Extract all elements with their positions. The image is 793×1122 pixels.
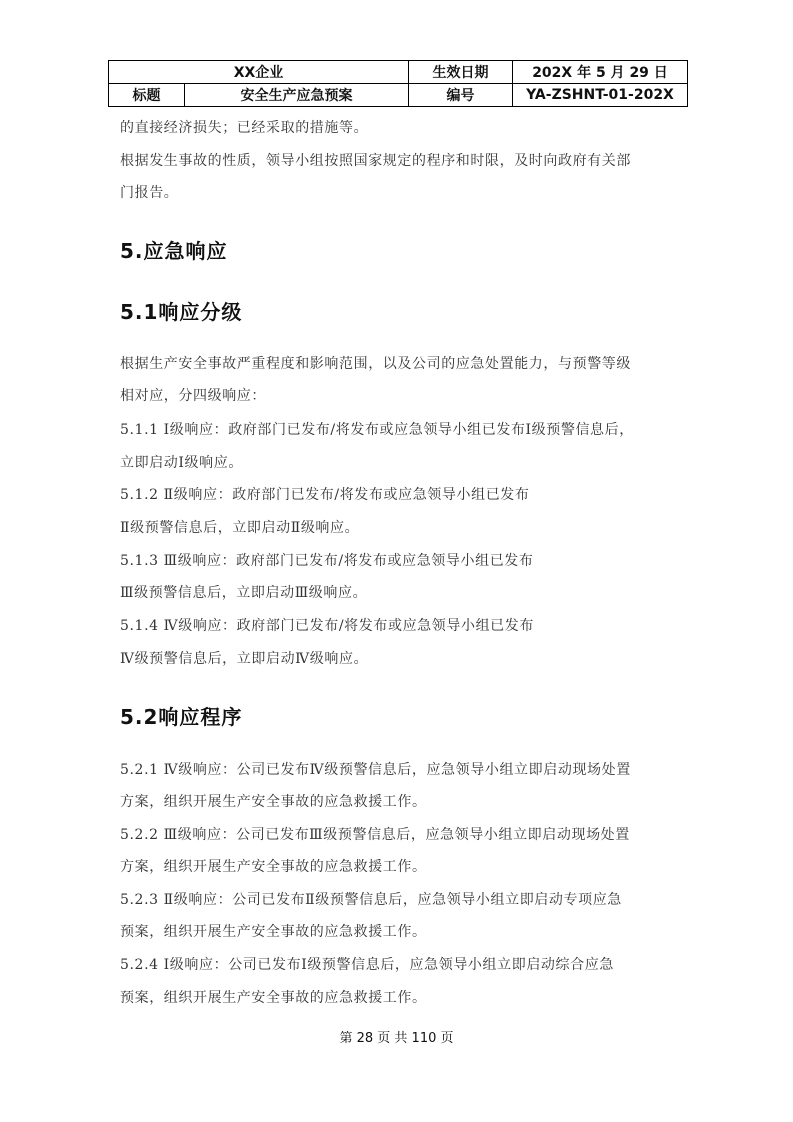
paragraph-line: 5.2.4 Ⅰ级响应：公司已发布Ⅰ级预警信息后，应急领导小组立即启动综合应急 xyxy=(120,957,614,973)
paragraph-line: 5.2.1 Ⅳ级响应：公司已发布Ⅳ级预警信息后，应急领导小组立即启动现场处置 xyxy=(120,762,631,778)
paragraph-line: Ⅱ级预警信息后，立即启动Ⅱ级响应。 xyxy=(120,520,360,536)
paragraph-line: 5.1.2 Ⅱ级响应：政府部门已发布/将发布或应急领导小组已发布 xyxy=(120,487,530,503)
paragraph-line: 预案，组织开展生产安全事故的应急救援工作。 xyxy=(120,924,427,940)
section-5-2-heading: 5.2响应程序 xyxy=(120,705,243,729)
number-label: 编号 xyxy=(409,84,513,107)
paragraph-line: 方案，组织开展生产安全事故的应急救援工作。 xyxy=(120,859,427,875)
paragraph-line: 的直接经济损失；已经采取的措施等。 xyxy=(120,120,369,136)
section-5-heading: 5.应急响应 xyxy=(120,239,228,263)
paragraph-line: 5.1.1 Ⅰ级响应：政府部门已发布/将发布或应急领导小组已发布Ⅰ级预警信息后， xyxy=(120,422,634,438)
company-name: XX企业 xyxy=(109,61,409,84)
paragraph-line: Ⅲ级预警信息后，立即启动Ⅲ级响应。 xyxy=(120,585,368,601)
effective-date-label: 生效日期 xyxy=(409,61,513,84)
header-row-2 xyxy=(109,84,688,107)
header-row-1 xyxy=(109,61,688,84)
paragraph-line: 5.1.4 Ⅳ级响应：政府部门已发布/将发布或应急领导小组已发布 xyxy=(120,618,534,634)
paragraph-line: 门报告。 xyxy=(120,185,179,201)
document-header-table xyxy=(108,60,688,107)
paragraph-line: 5.2.3 Ⅱ级响应：公司已发布Ⅱ级预警信息后，应急领导小组立即启动专项应急 xyxy=(120,892,622,908)
document-number: YA-ZSHNT-01-202X xyxy=(513,84,688,107)
paragraph-line: Ⅳ级预警信息后，立即启动Ⅳ级响应。 xyxy=(120,651,369,667)
title-label: 标题 xyxy=(109,84,185,107)
paragraph-line: 预案，组织开展生产安全事故的应急救援工作。 xyxy=(120,990,427,1006)
page-footer: 第 28 页 共 110 页 xyxy=(339,1031,454,1046)
paragraph-line: 根据发生事故的性质，领导小组按照国家规定的程序和时限，及时向政府有关部 xyxy=(120,153,631,169)
paragraph-line: 5.1.3 Ⅲ级响应：政府部门已发布/将发布或应急领导小组已发布 xyxy=(120,553,534,569)
paragraph-line: 立即启动Ⅰ级响应。 xyxy=(120,455,243,471)
effective-date-value: 202X 年 5 月 29 日 xyxy=(513,61,688,84)
paragraph-line: 根据生产安全事故严重程度和影响范围，以及公司的应急处置能力，与预警等级 xyxy=(120,356,631,372)
paragraph-line: 5.2.2 Ⅲ级响应：公司已发布Ⅲ级预警信息后，应急领导小组立即启动现场处置 xyxy=(120,827,630,843)
paragraph-line: 相对应，分四级响应： xyxy=(120,388,266,404)
paragraph-line: 方案，组织开展生产安全事故的应急救援工作。 xyxy=(120,794,427,810)
section-5-1-heading: 5.1响应分级 xyxy=(120,300,243,324)
document-title: 安全生产应急预案 xyxy=(185,84,409,107)
